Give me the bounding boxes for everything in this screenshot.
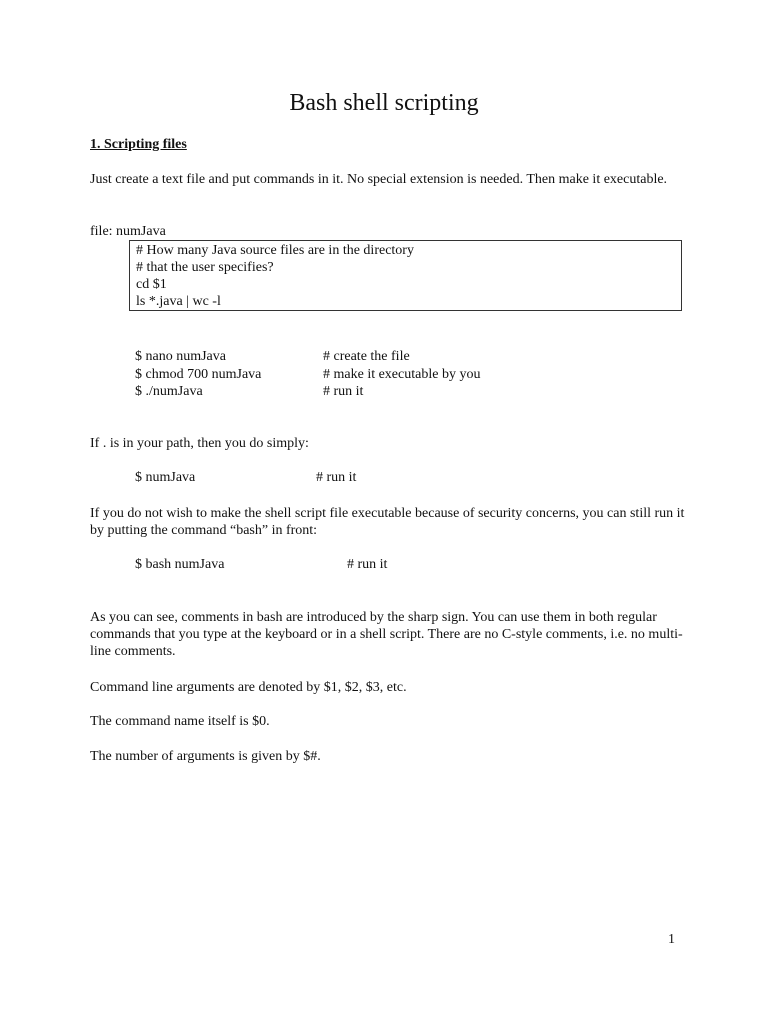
- comments-paragraph: As you can see, comments in bash are introduced by the sharp sign. You can use them in both regular commands that you type at the keyboard or in a shell script. There are no C-style comments, i.e. no multi-line comments.: [90, 610, 683, 659]
- command-comment: # make it executable by you: [323, 367, 481, 382]
- command-name-paragraph: The command name itself is $0.: [90, 714, 270, 729]
- command-comment: # run it: [323, 384, 364, 399]
- command-text: $ nano numJava: [135, 349, 226, 364]
- file-label: file: numJava: [90, 224, 166, 239]
- num-args-paragraph: The number of arguments is given by $#.: [90, 749, 321, 764]
- page-title: Bash shell scripting: [289, 90, 479, 116]
- command-comment: # run it: [316, 470, 357, 485]
- section-heading-scripting-files: 1. Scripting files: [90, 137, 187, 152]
- intro-paragraph: Just create a text file and put commands in it. No special extension is needed. Then make it executable.: [90, 172, 668, 187]
- code-line: cd $1: [136, 277, 167, 292]
- bash-paragraph: If you do not wish to make the shell script file executable because of security concerns, you can still run it by putting the command “bash” in front:: [90, 506, 685, 538]
- path-paragraph: If . is in your path, then you do simply:: [90, 436, 309, 451]
- page-number: 1: [668, 932, 675, 947]
- args-paragraph: Command line arguments are denoted by $1, $2, $3, etc.: [90, 680, 407, 695]
- command-text: $ chmod 700 numJava: [135, 367, 262, 382]
- command-text: $ numJava: [135, 470, 196, 485]
- command-comment: # create the file: [323, 349, 410, 364]
- code-box: [129, 240, 682, 311]
- code-line: # How many Java source files are in the directory: [136, 243, 414, 258]
- code-line: ls *.java | wc -l: [136, 294, 221, 309]
- command-comment: # run it: [347, 557, 388, 572]
- code-line: # that the user specifies?: [136, 260, 274, 275]
- command-text: $ bash numJava: [135, 557, 225, 572]
- command-text: $ ./numJava: [135, 384, 203, 399]
